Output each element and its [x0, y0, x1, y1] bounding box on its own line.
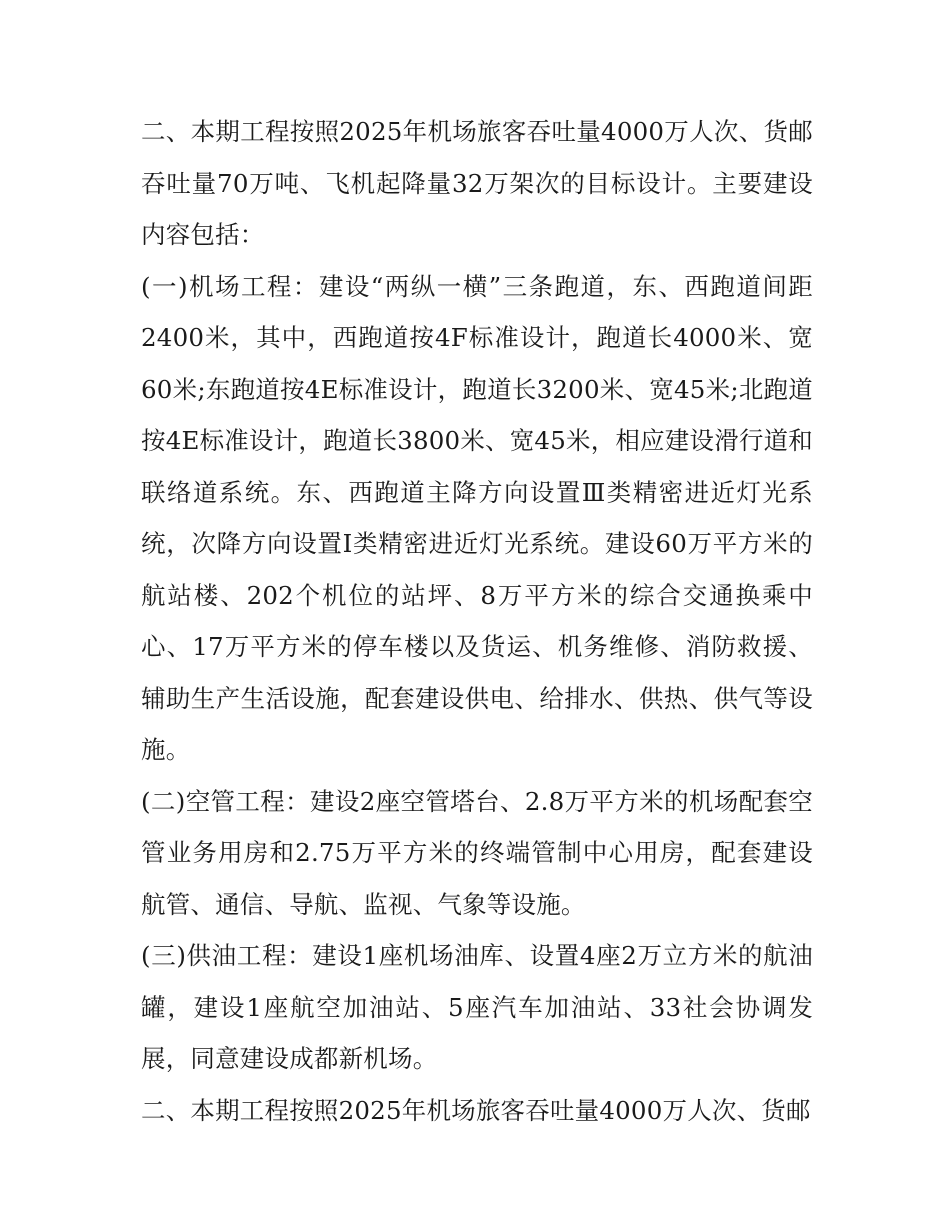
- paragraph-atc-works: (二)空管工程：建设2座空管塔台、2.8万平方米的机场配套空管业务用房和2.75万平方米的终端管制中心用房，配套建设航管、通信、导航、监视、气象等设施。: [141, 786, 813, 919]
- document-body: [141, 106, 813, 1136]
- paragraph-fuel-works: (三)供油工程：建设1座机场油库、设置4座2万立方米的航油罐，建设1座航空加油站、5座汽车加油站、33社会协调发展，同意建设成都新机场。: [141, 941, 813, 1073]
- paragraph-project-scope-repeat: 二、本期工程按照2025年机场旅客吞吐量4000万人次、货邮: [141, 1095, 811, 1125]
- paragraph-airport-works: (一)机场工程：建设“两纵一横”三条跑道，东、西跑道间距2400米，其中，西跑道按4F标准设计，跑道长4000米、宽60米;东跑道按4E标准设计，跑道长3200米、宽45米;北跑道按4E标准设计，跑道长3800米、宽45米，相应建设滑行道和联络道系统。东、西跑道主降方向设置Ⅲ类精密进近灯光系统，次降方向设置Ⅰ类精密进近灯光系统。建设60万平方米的航站楼、202个机位的站坪、8万平方米的综合交通换乘中心、17万平方米的停车楼以及货运、机务维修、消防救援、辅助生产生活设施，配套建设供电、给排水、供热、供气等设施。: [141, 271, 813, 764]
- paragraph-project-scope: 二、本期工程按照2025年机场旅客吞吐量4000万人次、货邮吞吐量70万吨、飞机起降量32万架次的目标设计。主要建设内容包括：: [141, 117, 813, 249]
